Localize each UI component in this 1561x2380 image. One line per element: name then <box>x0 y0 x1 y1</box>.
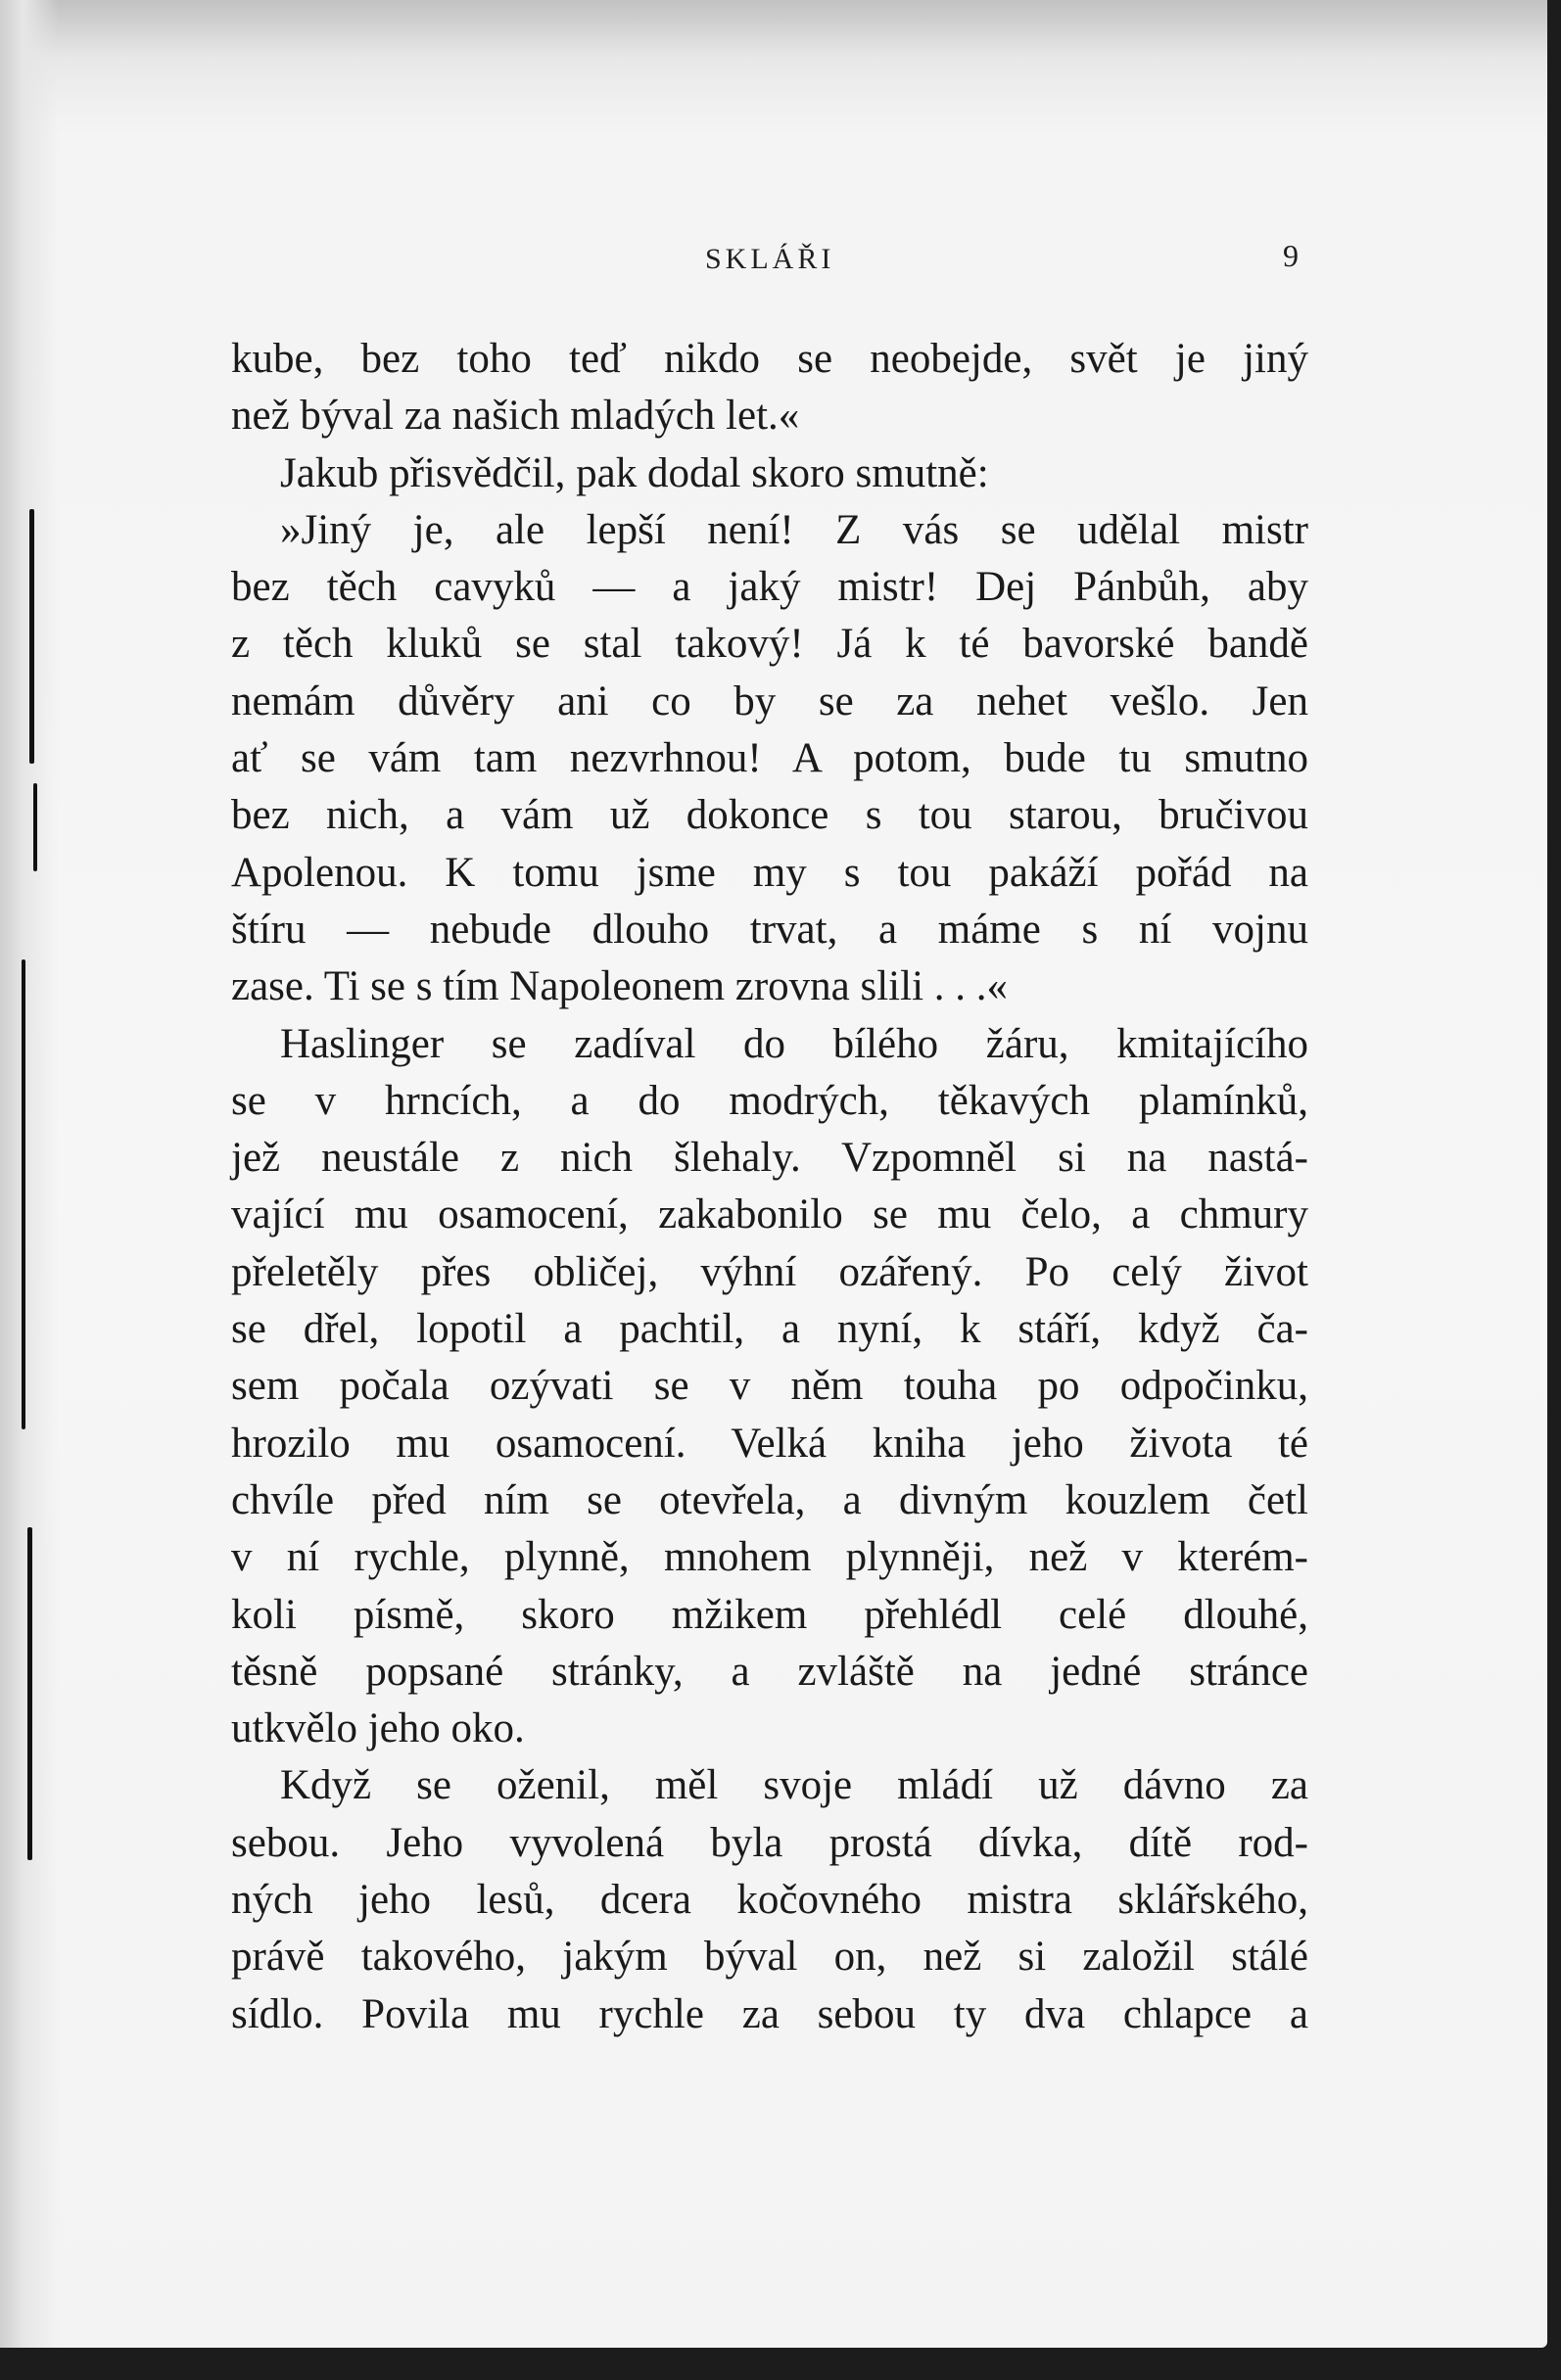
text-line: sídlo. Povila mu rychle za sebou ty dva chlapce a <box>231 1990 1308 2037</box>
text-line: štíru — nebude dlouho trvat, a máme s ní vojnu <box>231 906 1308 953</box>
spine-mark <box>27 1527 32 1860</box>
text-line: Apolenou. K tomu jsme my s tou pakáží pořád na <box>231 849 1308 896</box>
text-line: zase. Ti se s tím Napoleonem zrovna slili . . .« <box>231 963 1009 1010</box>
text-line: ať se vám tam nezvrhnou! A potom, bude tu smutno <box>231 735 1308 782</box>
text-line: bez těch cavyků — a jaký mistr! Dej Pánbůh, aby <box>231 564 1308 611</box>
text-line: se v hrncích, a do modrých, těkavých plamínků, <box>231 1077 1308 1124</box>
running-head-title: SKLÁŘI <box>705 243 835 275</box>
text-line: bez nich, a vám už dokonce s tou starou, bručivou <box>231 792 1308 839</box>
text-line: Haslinger se zadíval do bílého žáru, kmitajícího <box>280 1020 1308 1067</box>
text-line: hrozilo mu osamocení. Velká kniha jeho života té <box>231 1420 1308 1467</box>
text-line: Když se oženil, měl svoje mládí už dávno za <box>280 1762 1308 1809</box>
text-line: »Jiný je, ale lepší není! Z vás se udělal mistr <box>280 506 1308 553</box>
text-line: vající mu osamocení, zakabonilo se mu čelo, a chmury <box>231 1191 1308 1238</box>
text-line: nemám důvěry ani co by se za nehet vešlo. Jen <box>231 677 1308 724</box>
text-line: se dřel, lopotil a pachtil, a nyní, k stáří, když ča- <box>231 1306 1308 1353</box>
spine-mark <box>22 959 25 1429</box>
text-line: než býval za našich mladých let.« <box>231 393 800 440</box>
text-line: přeletěly přes obličej, výhní ozářený. Po celý život <box>231 1248 1308 1295</box>
text-line: sebou. Jeho vyvolená byla prostá dívka, dítě rod- <box>231 1819 1308 1866</box>
text-line: utkvělo jeho oko. <box>231 1705 525 1752</box>
body-text <box>231 331 1308 2043</box>
page-number: 9 <box>1283 238 1299 273</box>
text-line: z těch kluků se stal takový! Já k té bavorské bandě <box>231 621 1308 668</box>
page-top-shadow <box>0 0 1547 117</box>
spine-mark <box>29 509 34 764</box>
text-line: těsně popsané stránky, a zvláště na jedné stránce <box>231 1648 1308 1695</box>
text-line: kube, bez toho teď nikdo se neobejde, svět je jiný <box>231 336 1308 382</box>
text-line: koli písmě, skoro mžikem přehlédl celé dlouhé, <box>231 1591 1308 1638</box>
text-line: v ní rychle, plynně, mnohem plynněji, než v kterém- <box>231 1534 1308 1581</box>
text-line: ných jeho lesů, dcera kočovného mistra sklářského, <box>231 1877 1308 1924</box>
text-line: sem počala ozývati se v něm touha po odpočinku, <box>231 1363 1308 1410</box>
text-line: jež neustále z nich šlehaly. Vzpomněl si na nastá- <box>231 1135 1308 1182</box>
text-line: právě takového, jakým býval on, než si založil stálé <box>231 1934 1308 1981</box>
spine-mark <box>33 783 37 871</box>
text-line: Jakub přisvědčil, pak dodal skoro smutně: <box>280 449 989 496</box>
text-line: chvíle před ním se otevřela, a divným kouzlem četl <box>231 1476 1308 1523</box>
page-spine-edge <box>0 0 59 2348</box>
